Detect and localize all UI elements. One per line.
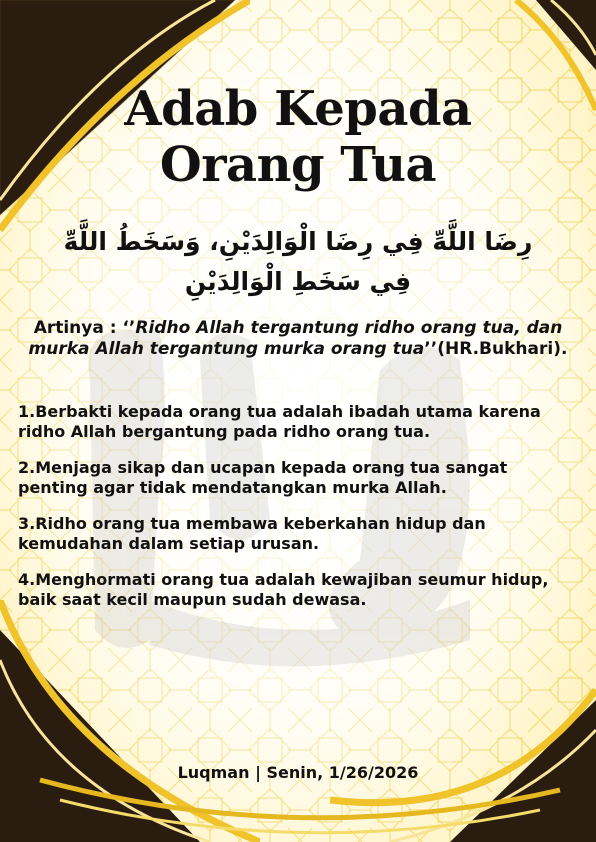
arabic-line-2: فِي سَخَطِ الْوَالِدَيْنِ bbox=[184, 267, 412, 296]
meaning-italic: Ridho Allah tergantung ridho orang tua, dan murka Allah tergantung murka orang tua bbox=[28, 318, 563, 359]
title-line-1: Adab Kepada bbox=[124, 81, 472, 137]
list-item: 4.Menghormati orang tua adalah kewajiban seumur hidup, baik saat kecil maupun sudah dewasa. bbox=[18, 570, 549, 609]
arabic-line-1: رِضَا اللَّهِّ فِي رِضَا الْوَالِدَيْنِ، وَسَخَطُ اللَّهِّ bbox=[63, 227, 533, 256]
points-list bbox=[18, 402, 580, 626]
footer-author-date: Luqman | Senin, 1/26/2026 bbox=[177, 763, 419, 782]
list-item: 2.Menjaga sikap dan ucapan kepada orang tua sangat penting agar tidak mendatangkan murka Allah. bbox=[18, 458, 508, 497]
list-item: 1.Berbakti kepada orang tua adalah ibadah utama karena ridho Allah bergantung pada ridho orang tua. bbox=[18, 402, 541, 441]
list-item: 3.Ridho orang tua membawa keberkahan hidup dan kemudahan dalam setiap urusan. bbox=[18, 514, 486, 553]
hadith-meaning bbox=[20, 318, 576, 360]
meaning-prefix: Artinya : ‘’ bbox=[33, 318, 136, 338]
meaning-suffix: ’’(HR.Bukhari). bbox=[424, 339, 568, 359]
title-line-2: Orang Tua bbox=[159, 137, 437, 193]
